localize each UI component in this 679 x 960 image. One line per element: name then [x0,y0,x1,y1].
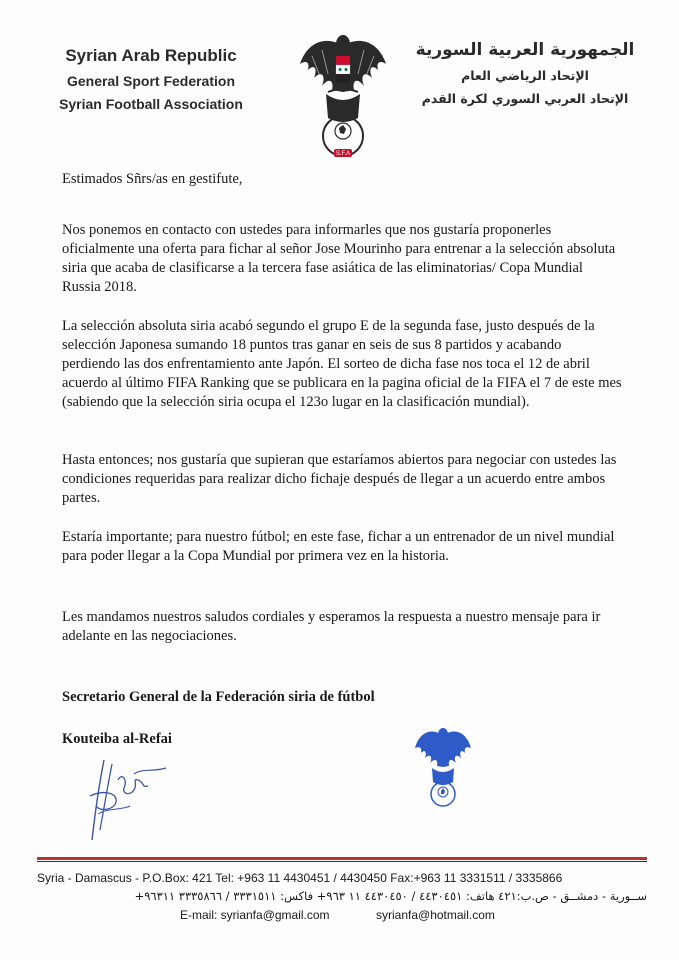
federation-name-arabic: الإتحاد الرياضي العام [461,68,589,83]
header-arabic [405,40,645,106]
footer-address-arabic: ســورية - دمشــق - ص.ب:٤٢١ هاتف: ٤٤٣٠٤٥١ / ٤٤٣٠٤٥٠ ١١ ٩٦٣+ فاكس: ٣٣٣١٥١١ / ٣٣٣٥٨٦٦ ٩٦٣١١+ [134,889,647,903]
paragraph-2: La selección absoluta siria acabó segundo el grupo E de la segunda fase, justo después de la selección Japonesa sumando 18 puntos tras ganar en seis de sus 8 partidos y acabando perdiendo las dos enfrentamiento ante Japón. El sorteo de dicha fase nos toca el 12 de abril acuerdo al último FIFA Ranking que se publicara en la pagina oficial de la FIFA el 7 de este mes (sabiendo que la selección siria ocupa el 123o lugar en la clasificación mundial). [62,317,622,411]
association-name-arabic: الإتحاد العربي السوري لكرة القدم [421,91,629,106]
country-name-arabic: الجمهورية العربية السورية [415,40,635,60]
paragraph-3: Hasta entonces; nos gustaría que supieran que estaríamos abiertos para negociar con ustedes las condiciones requeridas para realizar dicho fichaje después de llegar a un acuerdo entre ambos partes. [62,451,617,506]
handwritten-signature [82,750,182,846]
association-name: Syrian Football Association [59,96,243,112]
footer-rule-dark [37,861,647,862]
paragraph-1: Nos ponemos en contacto con ustedes para informarles que nos gustaría proponerles oficialmente una oferta para fichar al señor Jose Mourinho para entrenar a la selección absoluta siria que acaba de clasificarse a la tercera fase asiática de las eliminatorias/ Copa Mundial Russia 2018. [62,221,616,296]
signer-name: Kouteiba al-Refai [62,731,172,747]
signer-title: Secretario General de la Federación siria de fútbol [62,689,375,705]
paragraph-5: Les mandamos nuestros saludos cordiales y esperamos la respuesta a nuestro mensaje para ir adelante en las negociaciones. [62,608,601,644]
federation-eagle-logo [298,26,388,158]
footer-email-gmail[interactable]: E-mail: syrianfa@gmail.com [180,908,330,922]
emblem-caption: S.F.A [335,151,351,157]
footer-rule-red [37,857,647,860]
footer-address-english: Syria - Damascus - P.O.Box: 421 Tel: +963 11 4430451 / 4430450 Fax:+963 11 3331511 / 3335866 [37,871,563,885]
federation-stamp [414,722,472,808]
header-english [36,46,266,112]
greeting: Estimados Sñrs/as en gestifute, [62,171,243,187]
footer-email-hotmail[interactable]: syrianfa@hotmail.com [376,908,495,922]
federation-name: General Sport Federation [66,73,236,89]
country-name: Syrian Arab Republic [65,46,237,65]
paragraph-4: Estaría importante; para nuestro fútbol; en este fase, fichar a un entrenador de un nivel mundial para poder llegar a la Copa Mundial por primera vez en la historia. [62,528,615,564]
